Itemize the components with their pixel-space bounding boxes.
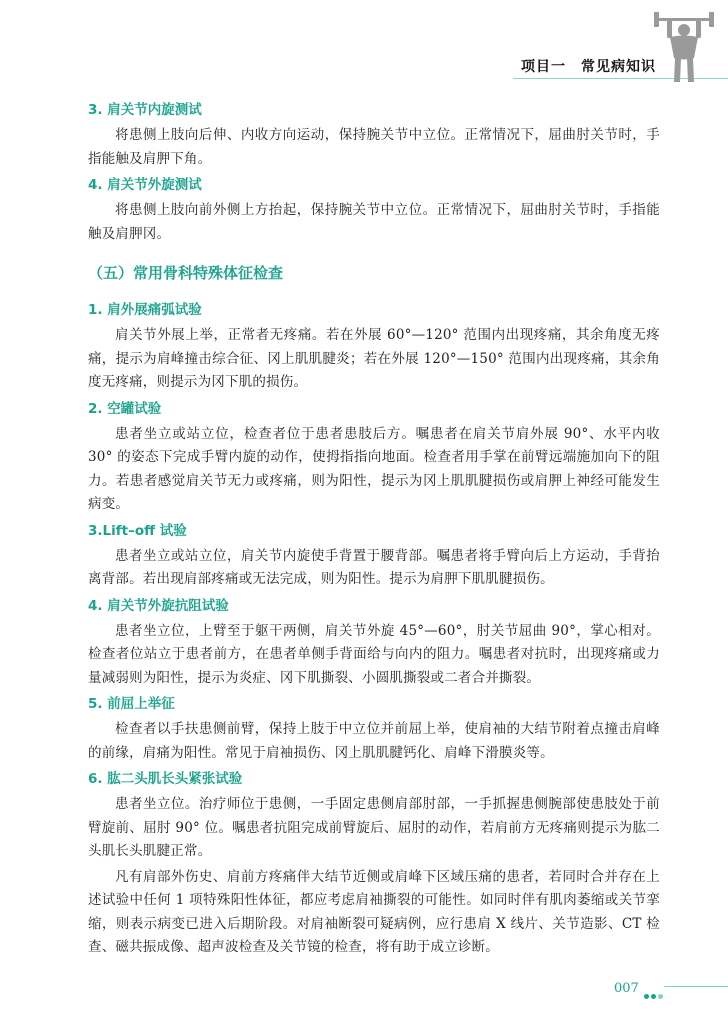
body-paragraph: 患者坐立或站立位，检查者位于患者患肢后方。嘱患者在肩关节肩外展 90°、水平内收 30° 的姿态下完成手臂内旋的动作，使拇指指向地面。检查者用手掌在前臂远端施加向下的阻力。若患者感觉肩关节无力或疼痛，则为阳性，提示为冈上肌肌腱损伤或肩胛上神经可能发生病变。 [88, 425, 660, 512]
subsection-heading: 4. 肩关节外旋抗阻试验 [88, 597, 229, 614]
page-header [0, 0, 728, 90]
body-paragraph: 将患侧上肢向前外侧上方抬起，保持腕关节中立位。正常情况下，屈曲肘关节时，手指能触及肩胛冈。 [88, 202, 660, 242]
running-header-title: 项目一 常见病知识 [521, 59, 656, 75]
footer-rule [664, 986, 728, 987]
body-paragraph: 患者坐立位。治疗师位于患侧，一手固定患侧肩部肘部，一手抓握患侧腕部使患肢处于前臂旋前、屈肘 90° 位。嘱患者抗阻完成前臂旋后、屈肘的动作，若肩前方无疼痛则提示为肱二头肌长头肌腱正常。 [88, 796, 660, 859]
subsection-heading: 5. 前屈上举征 [88, 696, 175, 712]
body-paragraph: 患者坐立或站立位，肩关节内旋使手背置于腰背部。嘱患者将手臂向后上方运动，手背抬离背部。若出现肩部疼痛或无法完成，则为阳性。提示为肩胛下肌肌腱损伤。 [88, 547, 660, 587]
page-body [88, 96, 660, 962]
footer-dot [658, 994, 663, 999]
footer-dot [644, 994, 649, 999]
body-paragraph: 将患侧上肢向后伸、内收方向运动，保持腕关节中立位。正常情况下，屈曲肘关节时，手指能触及肩胛下角。 [88, 127, 660, 167]
subsection-heading: 2. 空罐试验 [88, 400, 162, 417]
body-paragraph: 检查者以手扶患侧前臂，保持上肢于中立位并前屈上举，使肩袖的大结节附着点撞击肩峰的前缘，肩痛为阳性。常见于肩袖损伤、冈上肌肌腱钙化、肩峰下滑膜炎等。 [88, 721, 660, 761]
subsection-heading: 3.Lift–off 试验 [88, 522, 187, 539]
body-paragraph: 肩关节外展上举，正常者无疼痛。若在外展 60°—120° 范围内出现疼痛，其余角度无疼痛，提示为肩峰撞击综合征、冈上肌肌腱炎；若在外展 120°—150° 范围内出现疼痛，其余角度无疼痛，则提示为冈下肌的损伤。 [88, 327, 660, 390]
subsection-heading: 4. 肩关节外旋测试 [88, 177, 202, 193]
footer-dots [644, 984, 665, 1003]
subsection-heading: 6. 肱二头肌长头紧张试验 [88, 771, 243, 787]
weightlifter-icon [654, 4, 714, 84]
subsection-heading: 3. 肩关节内旋测试 [88, 102, 202, 118]
section-heading: （五）常用骨科特殊体征检查 [88, 264, 284, 282]
page-number: 007 [614, 981, 639, 996]
body-paragraph: 患者坐立位，上臂至于躯干两侧，肩关节外旋 45°—60°，肘关节屈曲 90°，掌心相对。检查者位站立于患者前方，在患者单侧手背面给与向内的阻力。嘱患者对抗时，出现疼痛或力量减弱则为阳性，提示为炎症、冈下肌撕裂、小圆肌撕裂或二者合并撕裂。 [88, 622, 660, 686]
body-paragraph: 凡有肩部外伤史、肩前方疼痛伴大结节近侧或肩峰下区域压痛的患者，若同时合并存在上述试验中任何 1 项特殊阳性体征，都应考虑肩袖撕裂的可能性。如同时伴有肌肉萎缩或关节挛缩，则表示病变已进入后期阶段。对肩袖断裂可疑病例，应行患肩 X 线片、关节造影、CT 检查、磁共振成像、超声波检查及关节镜的检查，将有助于成立诊断。 [88, 868, 660, 955]
subsection-heading: 1. 肩外展痛弧试验 [88, 302, 202, 318]
footer-dot [651, 994, 656, 999]
